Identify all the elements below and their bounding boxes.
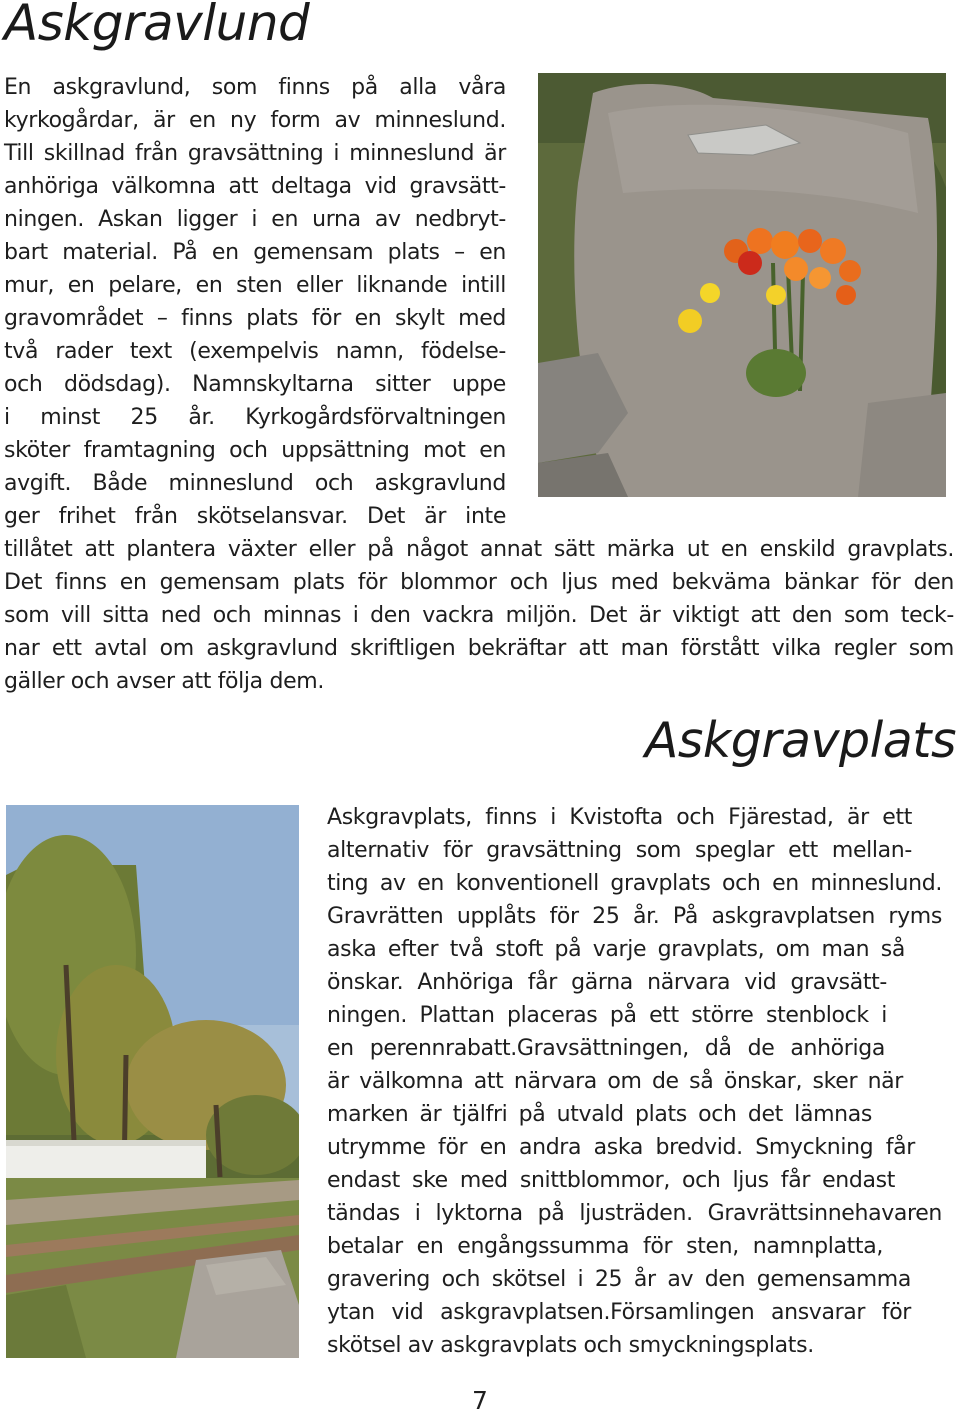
body-line: utrymme för en andra aska bredvid. Smyckning får xyxy=(327,1135,915,1160)
body-line: anhöriga välkomna att deltaga vid gravsätt- xyxy=(4,174,506,199)
section-title-askgravplats: Askgravplats xyxy=(644,712,956,769)
body-line: kyrkogårdar, är en ny form av minneslund. xyxy=(4,108,506,133)
body-line: en perennrabatt.Gravsättningen, då de anhöriga xyxy=(327,1036,885,1061)
body-line: mur, en pelare, en sten eller liknande intill xyxy=(4,273,506,298)
body-line: Gravrätten upplåts för 25 år. På askgravplatsen ryms xyxy=(327,904,942,929)
section-title-askgravlund: Askgravlund xyxy=(4,0,310,52)
body-line: ger frihet från skötselansvar. Det är inte xyxy=(4,504,506,529)
body-line: bart material. På en gemensam plats – en xyxy=(4,240,506,265)
body-line: gravering och skötsel i 25 år av den gemensamma xyxy=(327,1267,911,1292)
body-line: Askgravplats, finns i Kvistofta och Fjärestad, är ett xyxy=(327,805,912,830)
body-line: alternativ för gravsättning som speglar ett mellan- xyxy=(327,838,912,863)
body-line: önskar. Anhöriga får gärna närvara vid gravsätt- xyxy=(327,970,887,995)
page-number: 7 xyxy=(472,1386,488,1415)
body-line: aska efter två stoft på varje gravplats, om man så xyxy=(327,937,905,962)
body-line: ningen. Askan ligger i en urna av nedbryt- xyxy=(4,207,506,232)
body-line: gäller och avser att följa dem. xyxy=(4,669,324,694)
photo-memorial-stone xyxy=(538,73,946,497)
body-line: tändas i lyktorna på ljusträden. Gravrättsinnehavaren xyxy=(327,1201,942,1226)
body-line: och dödsdag). Namnskyltarna sitter uppe xyxy=(4,372,506,397)
body-line: ningen. Plattan placeras på ett större stenblock i xyxy=(327,1003,887,1028)
body-line: betalar en engångssumma för sten, namnplatta, xyxy=(327,1234,883,1259)
body-line: skötsel av askgravplats och smyckningsplats. xyxy=(327,1333,814,1358)
body-line: En askgravlund, som finns på alla våra xyxy=(4,75,506,100)
body-line: Det finns en gemensam plats för blommor och ljus med bekväma bänkar för den xyxy=(4,570,954,595)
body-line: i minst 25 år. Kyrkogårdsförvaltningen xyxy=(4,405,506,430)
body-line: gravområdet – finns plats för en skylt med xyxy=(4,306,506,331)
photo-memorial-garden xyxy=(6,805,299,1358)
body-line: endast ske med snittblommor, och ljus får endast xyxy=(327,1168,895,1193)
body-line: är välkomna att närvara om de så önskar, sker när xyxy=(327,1069,903,1094)
body-line: två rader text (exempelvis namn, födelse- xyxy=(4,339,506,364)
body-line: Till skillnad från gravsättning i minneslund är xyxy=(4,141,506,166)
body-line: tillåtet att plantera växter eller på något annat sätt märka ut en enskild gravplats. xyxy=(4,537,954,562)
body-line: ting av en konventionell gravplats och en minneslund. xyxy=(327,871,942,896)
body-line: sköter framtagning och uppsättning mot en xyxy=(4,438,506,463)
body-line: marken är tjälfri på utvald plats och det lämnas xyxy=(327,1102,872,1127)
body-line: avgift. Både minneslund och askgravlund xyxy=(4,471,506,496)
body-line: som vill sitta ned och minnas i den vackra miljön. Det är viktigt att den som teck- xyxy=(4,603,954,628)
body-line: nar ett avtal om askgravlund skriftligen bekräftar att man förstått vilka regler som xyxy=(4,636,954,661)
body-line: ytan vid askgravplatsen.Församlingen ansvarar för xyxy=(327,1300,911,1325)
